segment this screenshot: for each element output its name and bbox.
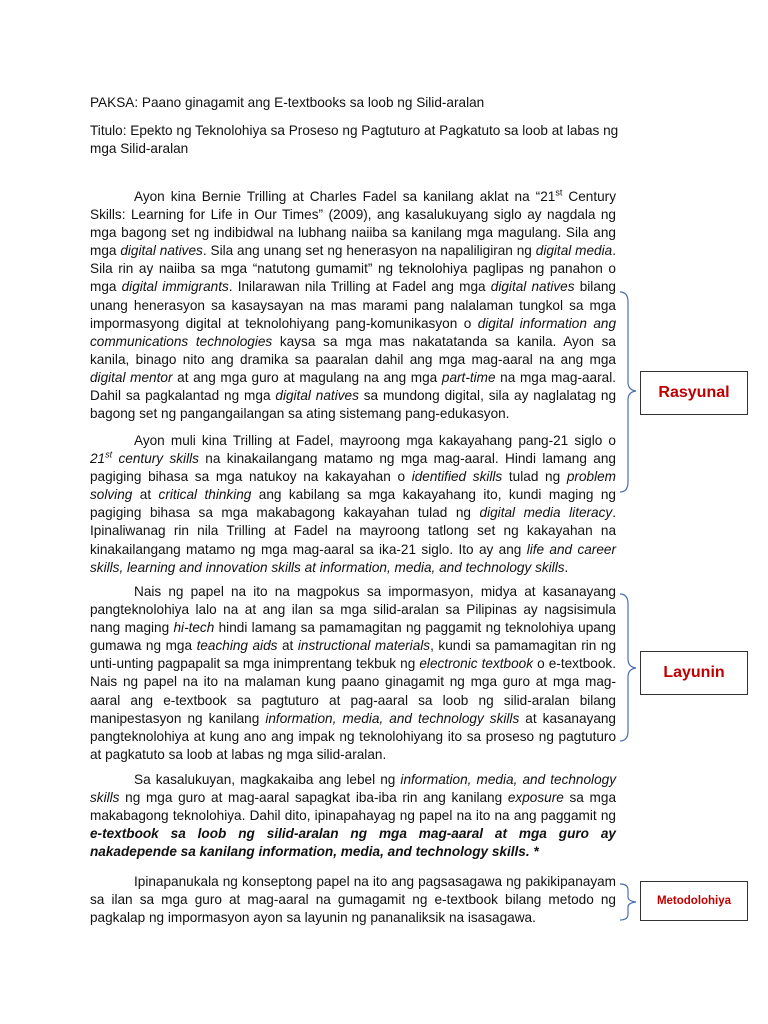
text-run: at ang mga guro at magulang na ang mga bbox=[172, 369, 442, 385]
text-run: Century Skills: Learning for Life in Our Times” (2009), ang kasalukuyang siglo ay nagdala ng mga bagong set ng indibidwal na lubhang naiiba sa kanilang mga magulang. Sila ang mga bbox=[90, 189, 616, 259]
text-run: information, media, and technology skills bbox=[265, 710, 520, 726]
paragraph-hypothesis bbox=[90, 771, 616, 861]
text-run: digital media literacy bbox=[479, 505, 613, 521]
text-run: tulad ng bbox=[502, 469, 567, 485]
text-run: 21 bbox=[90, 451, 106, 467]
text-run: bilang unang henerasyon sa kasaysayan na mas marami pang nalalaman tungkol sa mga impormasyong digital at teknolohiyang pang-komunikasyon o bbox=[90, 279, 616, 331]
text-run: . bbox=[564, 559, 569, 575]
text-run: at bbox=[277, 638, 298, 654]
paragraph-metodolohiya bbox=[90, 873, 616, 927]
rasyunal-brace bbox=[618, 290, 642, 495]
text-run: . Sila ang unang set ng henerasyon na napaliligiran ng bbox=[202, 243, 536, 259]
text-run: Ipinapanukala ng konseptong papel na ito ang pagsasagawa ng pakikipanayam sa ilan sa mga guro at mag-aaral na gumagamit ng e-textbook bilang metodo ng pagkalap ng impormasyon ayon sa layunin ng pananaliksik na isasagawa. bbox=[90, 874, 616, 926]
text-run: digital immigrants bbox=[121, 279, 229, 295]
text-run: teaching aids bbox=[196, 638, 278, 654]
text-run: digital mentor bbox=[90, 369, 173, 385]
text-run: part-time bbox=[441, 369, 496, 385]
text-run: . Sila rin ay naiiba sa mga “natutong gumamit” ng teknolohiya paglipas ng panahon o mga bbox=[90, 243, 616, 295]
text-run: at bbox=[132, 487, 159, 503]
paragraph-rasyunal-2 bbox=[90, 432, 616, 577]
paksa-heading: PAKSA: Paano ginagamit ang E-textbooks sa loob ng Silid-aralan bbox=[90, 95, 485, 110]
text-run: Ayon kina Bernie Trilling at Charles Fadel sa kanilang aklat na “21 bbox=[134, 189, 556, 204]
text-run: digital information ang communications technologies bbox=[90, 315, 617, 349]
text-run: exposure bbox=[507, 790, 564, 806]
layunin-brace bbox=[618, 592, 642, 744]
paragraph-rasyunal-1 bbox=[90, 188, 616, 423]
text-run: at kasanayang pangteknolohiya at kung ano ang impak ng teknolohiyang ito sa proseso ng pagtuturo at pagkatuto sa loob at labas ng mga silid-aralan. bbox=[90, 710, 616, 762]
metodolohiya-label: Metodolohiya bbox=[640, 881, 748, 921]
text-run: st bbox=[555, 187, 563, 198]
layunin-label: Layunin bbox=[640, 651, 748, 695]
text-run: , kundi sa pamamagitan rin ng unti-unting pagpapalit sa mga inimprentang tekbuk ng bbox=[90, 638, 617, 672]
text-run: hi-tech bbox=[173, 620, 215, 636]
text-run: na kinakailangang matamo ng mga mag-aaral. Hindi lamang ang pagiging bihasa sa mga natukoy na kakayahan o bbox=[90, 451, 616, 485]
text-run: instructional materials bbox=[297, 638, 431, 654]
text-run: Sa kasalukuyan, magkakaiba ang lebel ng bbox=[134, 772, 401, 787]
paragraph-layunin bbox=[90, 583, 616, 764]
text-run: ang kabilang sa mga kakayahang ito, kundi maging ng pagiging bihasa sa mga makabagong kakayahan tulad ng bbox=[90, 487, 616, 521]
text-run: o e-textbook. Nais ng papel na ito na malaman kung paano ginagamit ng mga guro at mga mag-aaral ang e-textbook sa pagtuturo at pag-aaral sa loob ng silid-aralan bilang manipestasyon ng kanilang bbox=[90, 656, 616, 726]
text-run: . Inilarawan nila Trilling at Fadel ang mga bbox=[228, 279, 491, 295]
text-run: identified skills bbox=[411, 469, 503, 485]
text-run: Ayon muli kina Trilling at Fadel, mayroong mga kakayahang pang-21 siglo o bbox=[134, 433, 616, 448]
text-run: st bbox=[105, 449, 113, 460]
text-run: digital media bbox=[535, 243, 613, 259]
text-run: sa mga makabagong teknolohiya. Dahil dito, ipinapahayag ng papel na ito na ang paggamit ng bbox=[90, 790, 616, 824]
metodolohiya-brace bbox=[618, 882, 642, 922]
text-run: electronic textbook bbox=[419, 656, 534, 672]
text-run: problem solving bbox=[90, 469, 616, 503]
text-run: critical thinking bbox=[158, 487, 252, 503]
text-run: ng mga guro at mag-aaral sapagkat iba-iba rin ang kanilang bbox=[119, 790, 508, 806]
text-run: e-textbook sa loob ng silid-aralan ng mga mag-aaral at mga guro ay nakadepende sa kanilang information, media, and technology skills. * bbox=[90, 826, 616, 860]
text-run: Nais ng papel na ito na magpokus sa impormasyon, midya at kasanayang pangteknolohiya lalo na at ang ilan sa mga silid-aralan sa Pilipinas ay nagsisimula nang maging bbox=[90, 584, 616, 636]
titulo-heading: Titulo: Epekto ng Teknolohiya sa Proseso ng Pagtuturo at Pagkatuto sa loob at labas ng mga Silid-aralan bbox=[90, 123, 619, 156]
text-run: hindi lamang sa pamamagitan ng paggamit ng teknolohiya upang gumawa ng mga bbox=[90, 620, 616, 654]
text-run: sa mundong digital, sila ay naglalatag ng bagong set ng pangangailangan sa ating sistemang pang-edukasyon. bbox=[90, 388, 617, 422]
text-run: information, media, and technology skills bbox=[90, 772, 616, 806]
text-run: life and career skills, learning and innovation skills at information, media, and technology skills bbox=[90, 541, 616, 575]
text-run: digital natives bbox=[275, 388, 359, 404]
text-run: century skills bbox=[112, 451, 199, 467]
text-run: . Ipinaliwanag rin nila Trilling at Fadel na mayroong tatlong set ng kakayahan na kinakailangang matamo ng mga mag-aaral sa ika-21 siglo. Ito ay ang bbox=[90, 505, 616, 557]
text-run: na mga mag-aaral. Dahil sa pagkalantad ng mga bbox=[90, 369, 617, 404]
text-run: kaysa sa mga mas nakatatanda sa kanila. Ayon sa kanila, binago nito ang dramika sa paaralan dahil ang mga mag-aaral na ang mga bbox=[90, 333, 616, 367]
text-run: digital natives bbox=[120, 243, 203, 259]
rasyunal-label: Rasyunal bbox=[640, 371, 748, 415]
text-run: digital natives bbox=[490, 279, 575, 295]
